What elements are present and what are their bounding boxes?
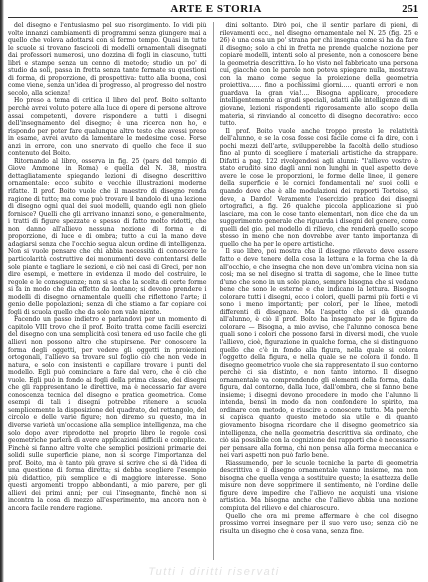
journal-title: ARTE E STORIA [170,3,262,15]
rights-watermark: Tutti i diritti riservati [148,566,280,578]
paragraph: Il suo libro, poi mostra che il disegno rilevato deve essere fatto e deve tenere della cosa la lettura e la forma che la dà all'occhio, e che insegna che non deve un'ombra vicina non sia così; ma se nel disegno si tratta di sagome, che le linee tutte d'uno che sono in un solo piano, sempre bisogna che si vedano bene che sono le esterne e che indicano la lettura. Bisogna colorare tutti i disegni, ecco i colori, quelli parmi più forti e vi sono i meno importanti; per colori, per le linee, metodi differenti di disegnare. Ma l'aspetto che si dà quando all'alunno, è ciò il prof. Boito ha insegnato per le figure da colorare — Bisogna, a mio avviso, che l'alunno conosca bene quali sono i colori che possono farsi in diversi modi, che vuole l'allievo, cioè, figurazione in qualche forma, che si distinguono quello che c'è in fondo alla figura, nella quale si colora l'oggetto della figura, e nella quale se ne colora il fondo. Il disegno geometrico vuole che sia rappresentato il suo contorno perchè ci sia distinto, e non tanto intorno. Il disegno ornamentale va comprendendo gli elementi della forma, dalla figura, dal contorno, dalla luce, dall'ombra, che si fanno bene insieme; i disegni devono procedere in modo che l'alunno li intenda, bensì in modo da non confondere lo spirito, ma ordinare con metodo, e riuscire a conoscere tutto. Ma perchè si capisca quanto questo metodo sia utile e di quanto giovamento bisogna ricordare che il disegno geometrico sia intelligenza, che nella geometria descrittiva sia ordinato, che ciò sia possibile con la cognizione dei rapporti che è necessario per pensare alla forma, chi non pensa alla forma meccanica e nei vari aspetti non può farlo bene. [219,248,418,460]
paragraph: Quello che ora mi preme affermare è che col disegno prossimo vorrei insegnare per il suo vero uso; senza ciò ne risulta un disegno che è cosa vana, senza fine. [219,512,418,535]
paragraph: Il prof. Boito vuole anche troppo presto le relatività dell'alunno, e se la cosa fosse così facile come ci fa dire, con i pochi mezzi dell'arte, svilupperebbe la facoltà dello studioso fino al punto di scegliere i materiali artistiche da strappare. Difatti a pag. 122 rivolgendosi agli alunni: "l'allievo vostro è stato erudito sino dagli anni non lunghi in quel aspetto deve avere le cose le proporzioni, le forme delle linee, il genere della superficie e le cornici fondamentali ne' suoi colli e quando dove che è alle modulazioni dei rapporti Tortoiso, si deve, a Dardo! Veramente l'esercizio pratico dei disegni ortografici, a fig. 26 qualche piccola applicazione si può lasciare, ma con le cose tanto elementari, non dice che da un suggerimento generale che riguarda i disegni del genere, come quelli del gio. pel modello di rilievo, che renderà quello scopo stesso in meno che non dovrebbe aver tanto importanza di quello che ha per le opere artistiche. [219,127,418,248]
paragraph: del disegno e l'entusiasmo pel suo risorgimento. Io vidi più volte innanzi cambiamenti di programmi senza giungere mai a quello che voleva adottarsi con sì fermo tempo. Quasi in tutte le scuole si trovano fascicoli di modelli ornamentali disegnati dai professori numerosi, uno dozzina di fogli in ciascuno, tutti libri e stampe senza un cenno di metodo; studio un po' di studio da soli, passa in fretta senza tante fermate su questioni di forma, di proporzione, di prospettiva: tutto alla buona, così come viene, senza un'idea di progresso, al progresso del nostro secolo, alla scienza! [8,22,207,97]
header-spacer [8,4,30,14]
column-divider [213,22,214,560]
right-column [220,22,419,560]
left-column [8,22,207,560]
header-rule [8,17,418,18]
page-header [8,2,418,16]
page-number: 251 [402,3,418,15]
paragraph: Ritornando al libro, osserva in fig. 25 (pars del tempio di Giove Ammone in Roma) e quella del N. 38, mostra dettagliatamente spiegando lezioni di disegno descrittivo ornamentale: ecco subito e vecchie illustrazioni moderne rifatte. Il prof. Boito vuole che il maestro di disegno renda ragione di tutto; ma come può trovare il bandolo di una lezione di disegno ogni qual dei suoi modelli, quando egli non glielo fornisce? Quelli che gli arrivano innanzi sono, e generalmente, i tratti di figure spezzate e spesso di fatto molto ridotti, che non danno all'allievo nessuna nozione di forma e di proporzione, di luce e di ombra; tutto a cui la mano deve adagiarsi senza che l'occhio segua alcun ordine di intelligenza. Non si vuole pensare che chi abbia necessità di conoscere le particolarità costruttive dei monumenti deve contentarsi delle sole piante e tagliare le sezioni, e ciò nei casi di Greci, per non dire esempi, e mettere in evidenza il modo del costruire, le regole e le conseguenze; non si sa che la scelta di certe forme si fa in modo che dia effetto da lontano; si devono prendere i modelli di disegno ornamentale quelli che riflettono l'arte; il genio delle popolazioni; senza di che stiamo a far copiare coi fogli di scuola quello che da solo non vale niente. [8,157,207,316]
text-columns [8,22,418,560]
paragraph: Riassumendo, per le scuole tecniche la parte di geometria descrittiva e il disegno ornamentale vanno insieme, ma non bisogna che quella venga a sostituire questo; la esattezza delle misure non deve sopprimere il sentimento, nè l'ordine delle figure deve impedire che l'allievo ne acquisti una visione artistica. Ma bisogna anche che l'allievo abbia una nozione compiuta del rilievo e del chiaroscuro. [219,459,418,512]
paragraph: Ho preso a tema di critica il libro del prof. Boito soltanto perchè avrei voluto potere alla luce di opere di persone altrove assai competenti, dovere rispondere a tutti i disegni dell'insegnamento del disegno; è una ricerca non ho, e rispondo per poter fare qualunque altro testo che avessi preso in esame, avrei avuto da lamentare le medesime cose. Forse anzi in errore, con uno snervato di quello che fece il suo contenuto del Boito. [8,97,207,158]
paragraph: Facendo un passo indietro e parlandovi per un momento di capitolo VIII trovo che il prof. Boito tratta come facili esercizi del disegno con una semplicità così tenera ed uso facile che gli allievi non possono altro che stupirsene. Per conoscere la forma degli oggetti, per vedere gli oggetti in proiezioni ortogonali, l'allievo sa trovare sul foglio ciò che non vede in natura, e solo con insistenti e capillare trovare i punti del modello. Egli può cominciare a fare dal vero, che è ciò che vuole. Egli può in fondo ai fogli della prima classe, dei disegni che gli rappresentano le direttive, ma è necessario far avere conoscenza tecnica del disegno e pratica geometrica. Come esempi di tali i disegni potrebbe ritenere a scuola semplicemente la disposizione del quadrato, del rettangolo, del circolo e delle varie figure; non diremo su questo, ma in diverse varietà un'occasione alla semplice intelligenza, ma che solo dopo aver riprodotte nel proprio libro le regole così geometriche parlerà di avere applicazioni difficili e complicate. Finchè si fanno altre volte che semplici posizioni primarie dei solidi sulle superficie piane, non si scorge l'importanza del prof. Boito, ma è tanto più grave si scrive che si dà l'idea di una questione di forma diretta; si debba scegliere l'esempio più didattico, più semplice e di maggiore interesse. Sono questi argomenti troppo abbondanti, a mio parere, per gli allievi dei primi anni; per cui l'insegnante, finchè non si incontra la cosa di mezzo all'esperimento, ma ancora non è ancora facile rendere ragione. [8,316,207,512]
paragraph: dini soltanto. Dirò poi, che il sentir parlare di pieni, di rilevamenti ecc., nel disegno ornamentale nel N. 25 (fig. 25 e 26) è una cosa un po' strana per chi insegna come si ha da fare il disegno; solo a chi in fretta ne prende qualche nozione per copiare modelli, intenti solo al presente, non a conoscere bene la geometria descrittiva. Io ho visto nel fabbricato una persona cui, giacchè con le parole non poteva spiegare nulla, mostrava con la mano come segue la proiezione della geometria proiettiva...... fino a pochissimi giorni..... quanti errori e non guardava la gran via!.... Bisogna applicare, procedere intelligentemente ai gradi speciali, adatti alle intelligenze di un giovane, lezioni rispondenti rigorosamente allo scopo della materia, si rinviando al concetto di disegno decorativo: ecco tutto. [219,22,418,128]
